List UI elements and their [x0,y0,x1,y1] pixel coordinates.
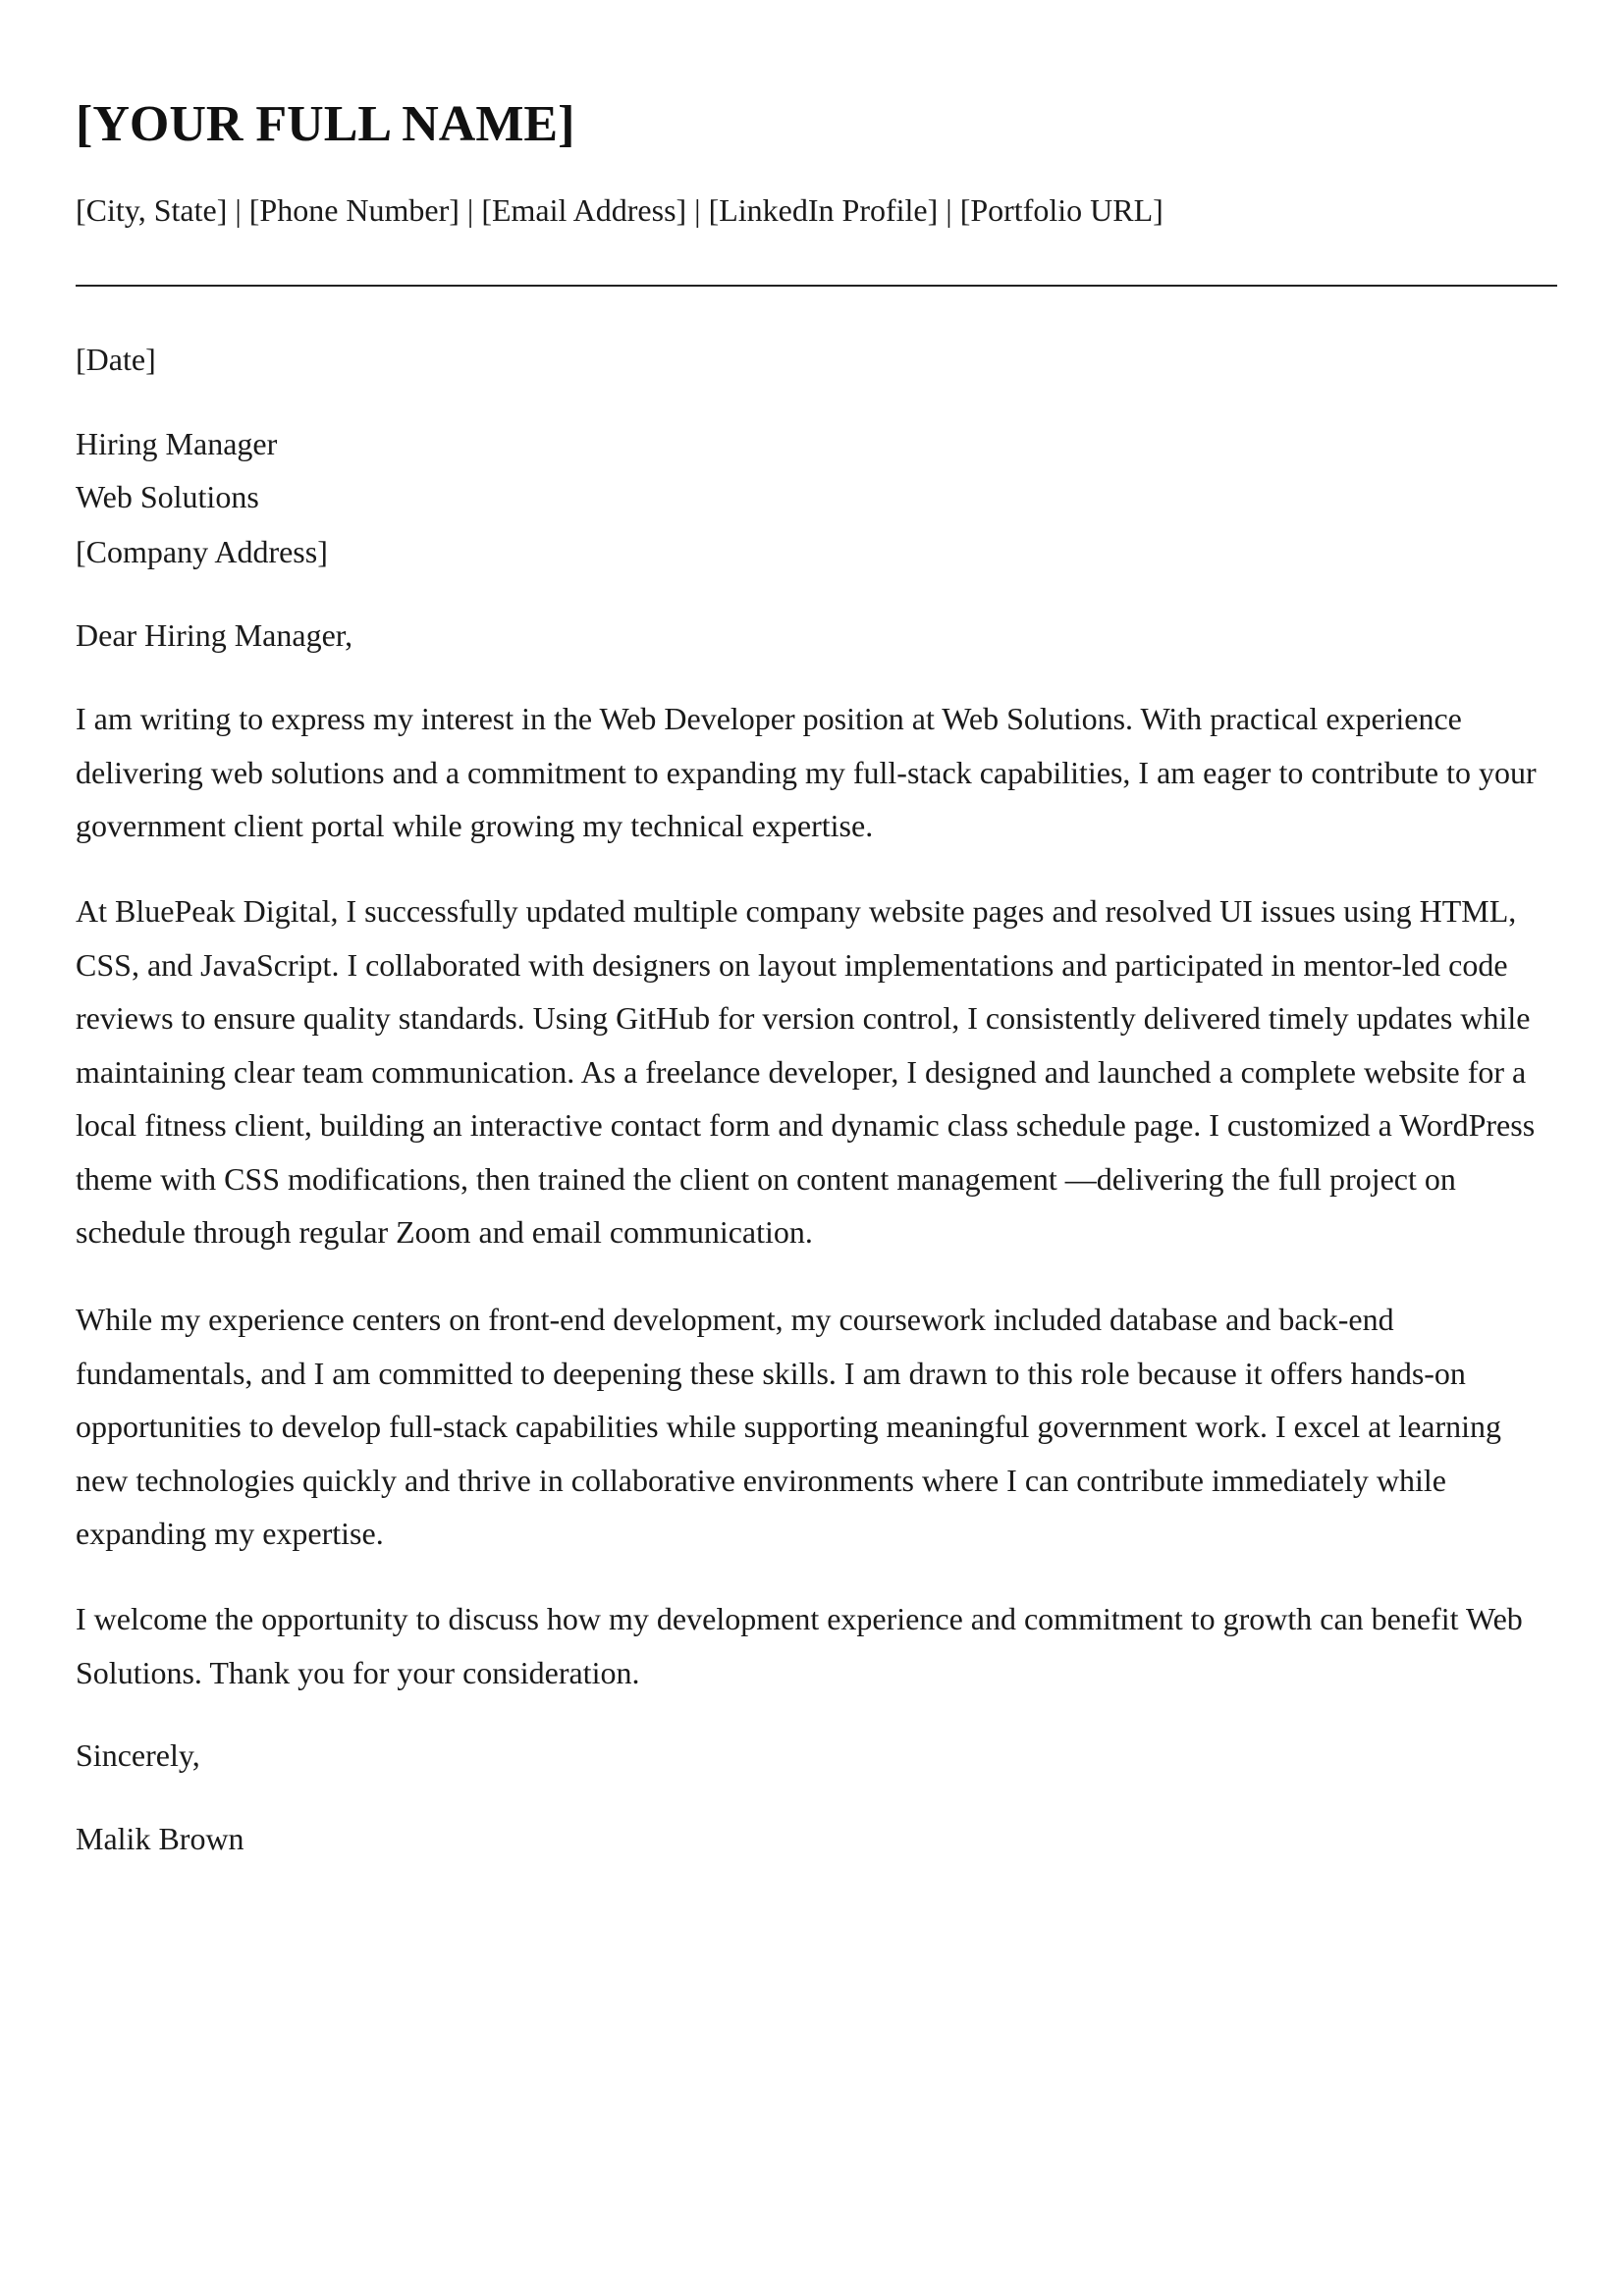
body-paragraph-experience: At BluePeak Digital, I successfully updated multiple company website pages and resolved UI issues using HTML, CSS, and JavaScript. I collaborated with designers on layout implementations and participated in mentor-led code reviews to ensure quality standards. Using GitHub for version control, I consistently delivered timely updates while maintaining clear team communication. As a freelance developer, I designed and launched a complete website for a local fitness client, building an interactive contact form and dynamic class schedule page. I customized a WordPress theme with CSS modifications, then trained the client on content management —delivering the full project on schedule through regular Zoom and email communication. [76,893,1536,1250]
applicant-name: [YOUR FULL NAME] [76,96,575,152]
letter-date: [Date] [76,342,156,377]
recipient-company: Web Solutions [76,479,259,514]
body-paragraph-intro: I am writing to express my interest in the Web Developer position at Web Solutions. With practical experience delivering web solutions and a commitment to expanding my full-stack capabilities, I am eager to contribute to your government client portal while growing my technical expertise. [76,701,1537,843]
header-divider [76,285,1557,287]
body-paragraph-closing: I welcome the opportunity to discuss how my development experience and commitment to growth can benefit Web Solutions. Thank you for your consideration. [76,1601,1523,1690]
body-paragraph-growth: While my experience centers on front-end development, my coursework included database and back-end fundamentals, and I am committed to deepening these skills. I am drawn to this role because it offers hands-on opportunities to develop full-stack capabilities while supporting meaningful government work. I excel at learning new technologies quickly and thrive in collaborative environments where I can contribute immediately while expanding my expertise. [76,1302,1502,1551]
closing: Sincerely, [76,1737,200,1773]
contact-info: [City, State] | [Phone Number] | [Email Address] | [LinkedIn Profile] | [Portfolio URL] [76,192,1163,228]
recipient-title: Hiring Manager [76,426,278,461]
signature: Malik Brown [76,1821,244,1856]
salutation: Dear Hiring Manager, [76,617,353,653]
recipient-address: [Company Address] [76,534,328,569]
